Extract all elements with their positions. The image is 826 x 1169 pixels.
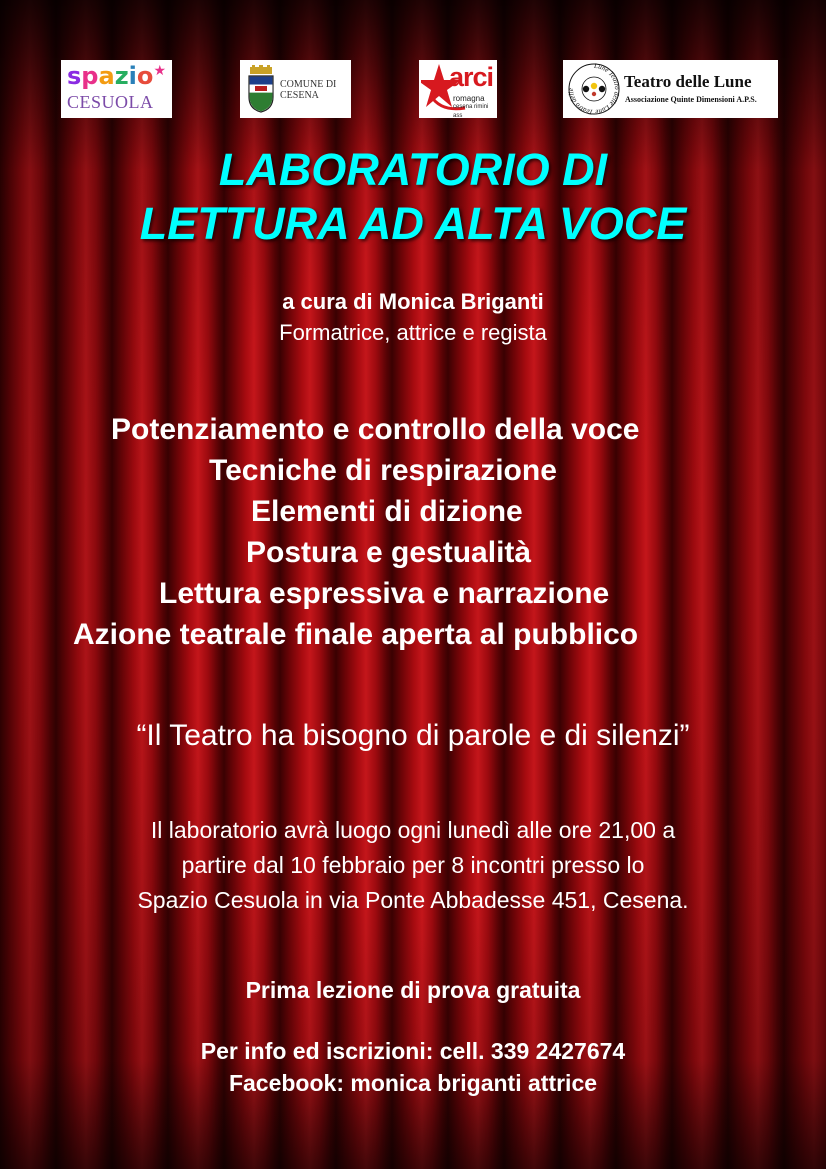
title-line-1: LABORATORIO DI (218, 144, 608, 195)
spazio-letter: o (136, 62, 154, 90)
spazio-letter: i (128, 62, 137, 90)
phone-contact: Per info ed iscrizioni: cell. 339 2427674 (200, 1038, 626, 1064)
schedule-details (0, 813, 826, 918)
spazio-letter: p (81, 62, 99, 90)
topic-item: Elementi di dizione (251, 495, 523, 528)
title-line-2: LETTURA AD ALTA VOCE (139, 198, 687, 249)
topic-item: Tecniche di respirazione (209, 454, 557, 487)
arci-wordmark: arci (449, 62, 494, 92)
comune-line2: CESENA (280, 90, 319, 101)
spazio-letter: z (114, 62, 129, 90)
arci-sub2: cesena rimini ass (453, 104, 489, 119)
cesuola-wordmark: CESUOLA (67, 92, 154, 112)
details-line: Spazio Cesuola in via Ponte Abbadesse 451, Cesena. (137, 887, 689, 913)
arci-subtitle (453, 94, 497, 121)
curator-name: a cura di Monica Briganti (282, 289, 544, 314)
topic-item: Azione teatrale finale aperta al pubblico (73, 618, 639, 651)
comune-wordmark (280, 79, 336, 101)
quote: “Il Teatro ha bisogno di parole e di silenzi” (136, 719, 690, 752)
arci-sub1: romagna (453, 94, 485, 103)
spazio-letter: a (98, 62, 115, 90)
comune-line1: COMUNE DI (280, 79, 337, 90)
lune-association: Associazione Quinte Dimensioni A.P.S. (625, 95, 757, 104)
city-crest-icon (246, 65, 276, 113)
free-lesson-note: Prima lezione di prova gratuita (245, 977, 581, 1003)
logo-bar (0, 58, 826, 120)
facebook-contact: Facebook: monica briganti attrice (228, 1070, 598, 1096)
teatro-delle-lune-logo (563, 60, 778, 118)
details-line: partire dal 10 febbraio per 8 incontri presso lo (181, 852, 645, 878)
curator-role: Formatrice, attrice e regista (279, 320, 547, 345)
moon-ring-icon (566, 62, 622, 116)
topic-item: Potenziamento e controllo della voce (111, 413, 640, 446)
comune-di-cesena-logo (240, 60, 351, 118)
details-line: Il laboratorio avrà luogo ogni lunedì alle ore 21,00 a (150, 817, 676, 843)
svg-text:Lune Teatro delle Lune Teatro: Lune Teatro delle Lune Teatro delle (566, 62, 622, 116)
topic-item: Lettura espressiva e narrazione (159, 577, 610, 610)
topic-item: Postura e gestualità (246, 536, 532, 569)
star-icon: ★ (153, 62, 166, 78)
spazio-letter: s (67, 62, 82, 90)
arci-logo (419, 60, 497, 118)
spazio-cesuola-logo (61, 60, 172, 118)
lune-wordmark: Teatro delle Lune (624, 72, 752, 91)
spazio-wordmark (67, 62, 153, 90)
